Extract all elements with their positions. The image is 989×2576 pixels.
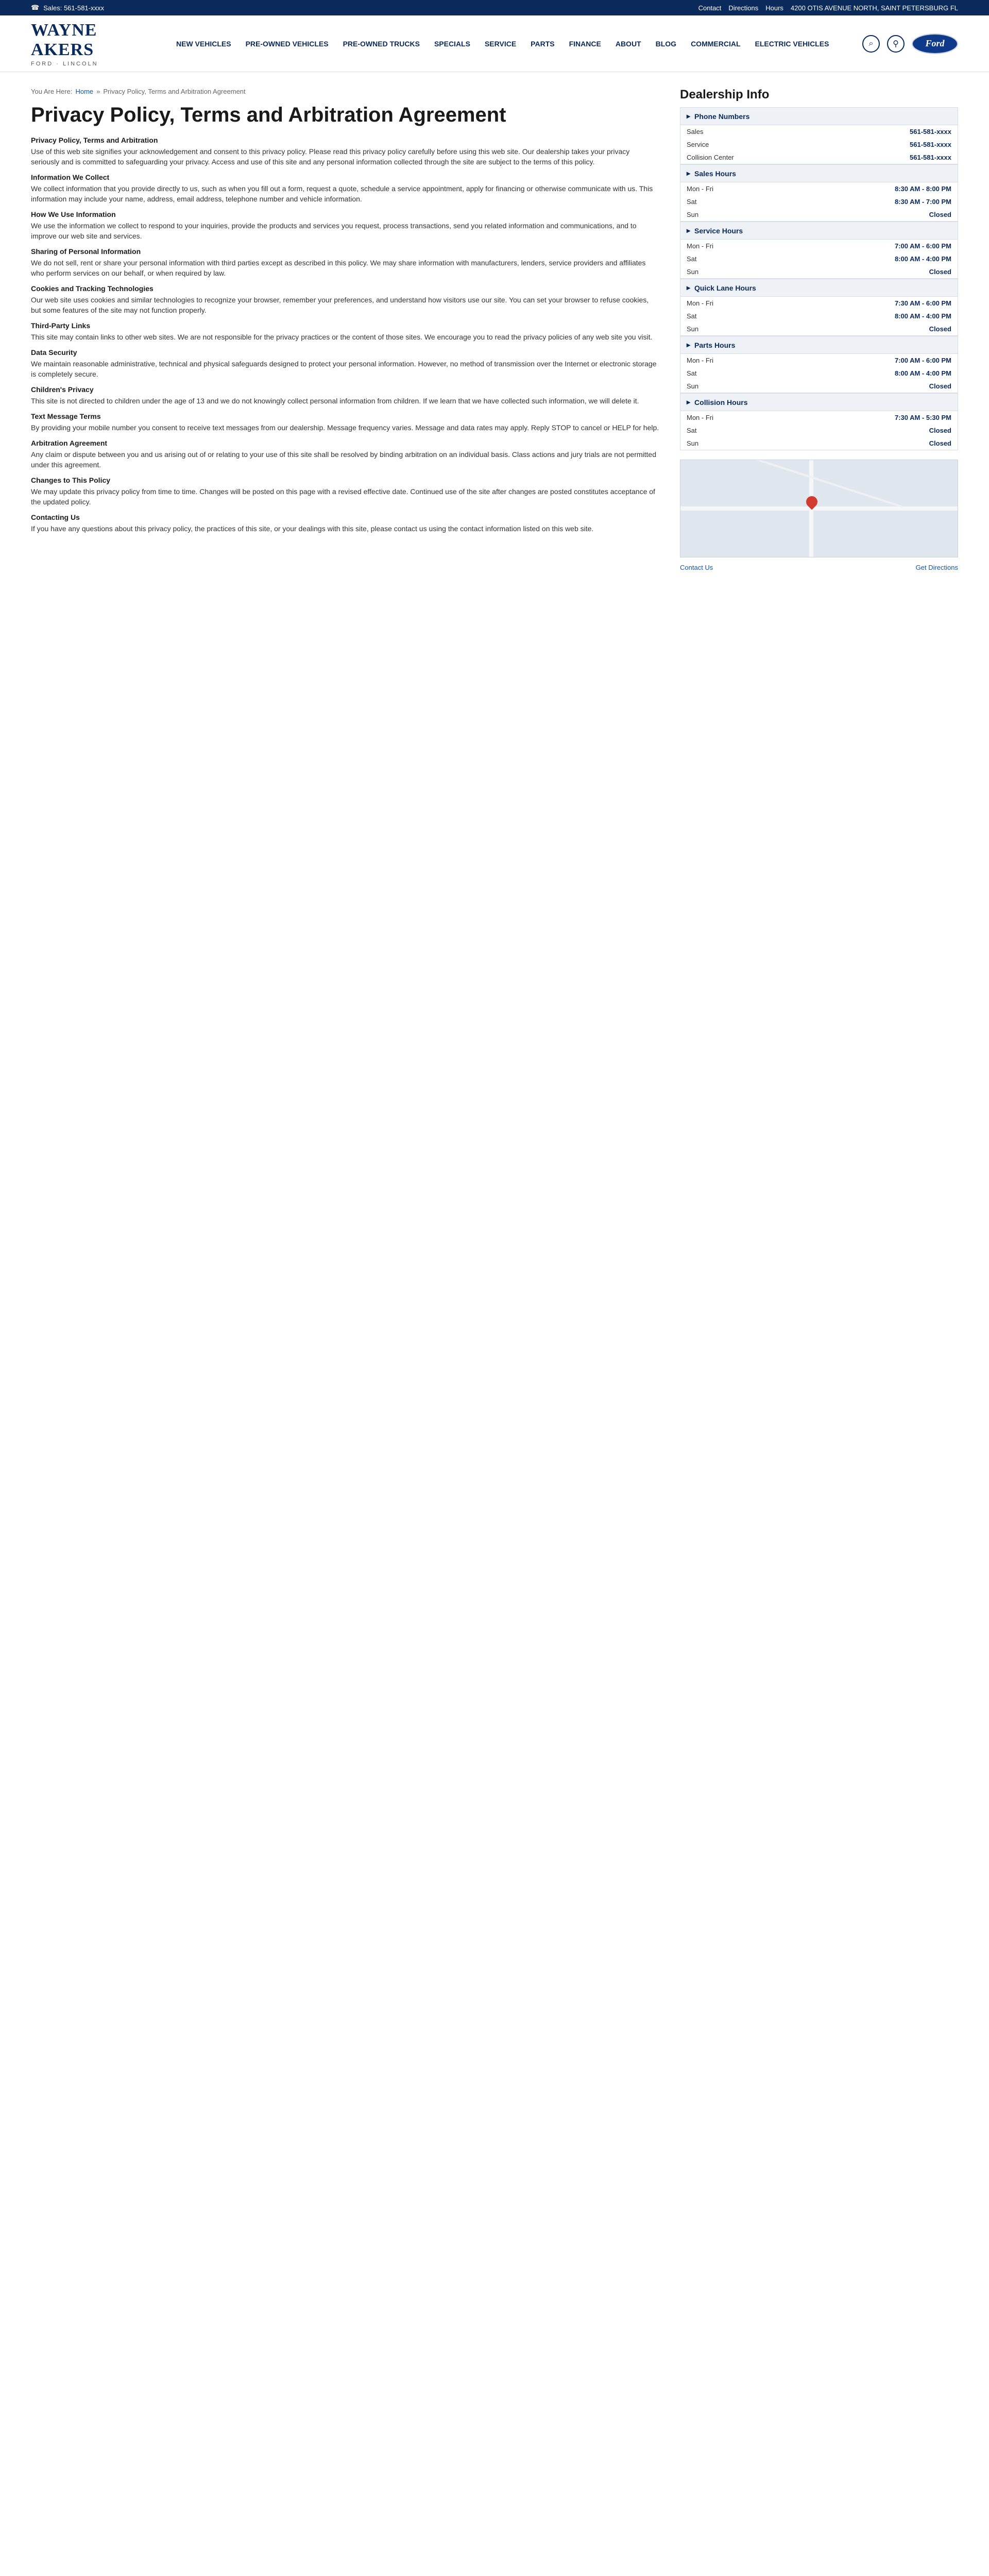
hours-row-label: Sat	[687, 312, 697, 320]
hours-row-label: Sun	[687, 382, 699, 390]
page-title: Privacy Policy, Terms and Arbitration Agreement	[31, 104, 506, 126]
nav-pre-owned-vehicles[interactable]: PRE-OWNED VEHICLES	[245, 39, 329, 48]
hours-row-value: Closed	[929, 439, 951, 447]
nav-about[interactable]: ABOUT	[615, 39, 641, 48]
hours-row-value: 8:00 AM - 4:00 PM	[894, 255, 951, 263]
hours-row-value: 7:00 AM - 6:00 PM	[894, 357, 951, 364]
nav-electric-vehicles[interactable]: ELECTRIC VEHICLES	[755, 39, 829, 48]
chevron-right-icon: ▸	[687, 169, 691, 177]
hours-row	[680, 424, 958, 437]
hours-row	[680, 437, 958, 450]
hours-row	[680, 138, 958, 151]
nav-parts[interactable]: PARTS	[531, 39, 555, 48]
topbar-phone-text: Sales: 561-581-xxxx	[43, 4, 104, 12]
section-heading: How We Use Information	[31, 210, 116, 218]
hours-row-value: 7:30 AM - 5:30 PM	[894, 414, 951, 421]
section-paragraph: We maintain reasonable administrative, technical and physical safeguards designed to protect your personal information. However, no method of transmission over the Internet or electronic storage is completely secure.	[31, 360, 657, 378]
section-heading: Sharing of Personal Information	[31, 247, 141, 256]
hours-row-value[interactable]: 561-581-xxxx	[910, 128, 951, 135]
hours-row-value: 8:00 AM - 4:00 PM	[894, 369, 951, 377]
hours-row-value[interactable]: 561-581-xxxx	[910, 141, 951, 148]
hours-row-label: Mon - Fri	[687, 357, 713, 364]
breadcrumb-separator: »	[96, 88, 100, 95]
breadcrumb	[31, 88, 659, 95]
hours-row	[680, 125, 958, 138]
topbar-phone[interactable]	[31, 4, 104, 12]
section-heading: Arbitration Agreement	[31, 439, 108, 447]
hours-row	[680, 380, 958, 393]
logo-subtitle: FORD · LINCOLN	[31, 60, 98, 67]
hours-row-value: 8:30 AM - 7:00 PM	[894, 198, 951, 206]
hours-row-label: Sun	[687, 439, 699, 447]
hours-block	[680, 393, 958, 450]
hours-block-title: Quick Lane Hours	[694, 283, 756, 292]
hours-row-label: Service	[687, 141, 709, 148]
hours-block-header[interactable]	[680, 108, 958, 125]
section-heading: Privacy Policy, Terms and Arbitration	[31, 136, 158, 144]
hours-block-title: Phone Numbers	[694, 112, 750, 121]
contact-us-link[interactable]: Contact Us	[680, 564, 713, 571]
logo-wordmark: WAYNE AKERS	[31, 20, 97, 59]
hours-block	[680, 336, 958, 393]
nav-blog[interactable]: BLOG	[655, 39, 677, 48]
hours-block-title: Service Hours	[694, 226, 743, 235]
hours-row	[680, 297, 958, 310]
hours-row-label: Sales	[687, 128, 704, 135]
hours-row	[680, 151, 958, 164]
hours-row	[680, 240, 958, 252]
nav-commercial[interactable]: COMMERCIAL	[691, 39, 741, 48]
hours-row	[680, 411, 958, 424]
hours-row-value: Closed	[929, 382, 951, 390]
hours-row-value: 8:30 AM - 8:00 PM	[894, 185, 951, 193]
hours-row-value[interactable]: 561-581-xxxx	[910, 154, 951, 161]
hours-row-label: Sun	[687, 268, 699, 276]
nav-pre-owned-trucks[interactable]: PRE-OWNED TRUCKS	[343, 39, 420, 48]
hours-block-title: Sales Hours	[694, 169, 736, 178]
hours-row	[680, 265, 958, 278]
location-pin-icon[interactable]: ⚲	[887, 35, 905, 53]
hours-row-label: Sun	[687, 325, 699, 333]
hours-row	[680, 182, 958, 195]
dealership-info-sidebar	[680, 88, 958, 571]
section-heading: Information We Collect	[31, 173, 110, 181]
hours-block	[680, 279, 958, 336]
dealer-map[interactable]	[680, 460, 958, 557]
topbar-link-directions[interactable]: Directions	[728, 4, 759, 12]
map-road	[680, 506, 958, 511]
hours-row-label: Mon - Fri	[687, 299, 713, 307]
hours-row-label: Collision Center	[687, 154, 734, 161]
hours-row-value: 7:00 AM - 6:00 PM	[894, 242, 951, 250]
dealer-logo[interactable]	[31, 21, 149, 67]
section-heading: Text Message Terms	[31, 412, 101, 420]
hours-row	[680, 323, 958, 335]
hours-block	[680, 107, 958, 164]
hours-row-value: Closed	[929, 211, 951, 218]
section-paragraph: We may update this privacy policy from time to time. Changes will be posted on this page with a revised effective date. Continued use of the site after changes are posted constitutes acceptance of the updated policy.	[31, 487, 655, 506]
policy-content	[31, 88, 659, 571]
topbar-link-contact[interactable]: Contact	[698, 4, 722, 12]
hours-block-title: Collision Hours	[694, 398, 748, 406]
section-paragraph: This site may contain links to other web sites. We are not responsible for the privacy practices or the content of those sites. We encourage you to read the privacy policies of any web site you visit.	[31, 333, 653, 341]
section-paragraph: Our web site uses cookies and similar technologies to recognize your browser, remember your preferences, and understand how visitors use our site. You can set your browser to refuse cookies, but some features of the site may not function properly.	[31, 296, 649, 314]
section-paragraph: If you have any questions about this privacy policy, the practices of this site, or your dealings with this site, please contact us using the contact information listed on this web site.	[31, 524, 594, 533]
breadcrumb-prefix: You Are Here:	[31, 88, 73, 95]
hours-row	[680, 310, 958, 323]
hours-row	[680, 252, 958, 265]
section-heading: Children's Privacy	[31, 385, 94, 394]
get-directions-link[interactable]: Get Directions	[915, 564, 958, 571]
hours-row-label: Sun	[687, 211, 699, 218]
section-paragraph: We do not sell, rent or share your personal information with third parties except as described in this policy. We may share information with manufacturers, lenders, service providers and affiliates who perform services on our behalf, or when required by law.	[31, 259, 646, 277]
section-paragraph: Use of this web site signifies your acknowledgement and consent to this privacy policy. Please read this privacy policy carefully before using this web site. Our dealership takes your privacy seriously and is committed to safeguarding your privacy. Access and use of this site and any personal information collected through the site are subject to the terms of this policy.	[31, 147, 630, 166]
hours-row	[680, 208, 958, 221]
chevron-right-icon: ▸	[687, 283, 691, 292]
nav-new-vehicles[interactable]: NEW VEHICLES	[176, 39, 231, 48]
hours-block-header[interactable]	[680, 336, 958, 354]
hours-row-label: Mon - Fri	[687, 185, 713, 193]
hours-block-title: Parts Hours	[694, 341, 736, 349]
hours-row-label: Sat	[687, 255, 697, 263]
hours-row	[680, 195, 958, 208]
sidebar-title: Dealership Info	[680, 88, 770, 101]
site-header	[0, 15, 989, 72]
breadcrumb-home-link[interactable]: Home	[75, 88, 94, 95]
nav-specials[interactable]: SPECIALS	[434, 39, 470, 48]
hours-row-label: Sat	[687, 198, 697, 206]
chevron-right-icon: ▸	[687, 112, 691, 120]
section-paragraph: Any claim or dispute between you and us arising out of or relating to your use of this site shall be resolved by binding arbitration on an individual basis. Class actions and jury trials are not permitted under this agreement.	[31, 450, 656, 469]
section-heading: Changes to This Policy	[31, 476, 111, 484]
section-heading: Contacting Us	[31, 513, 80, 521]
hours-row-label: Sat	[687, 427, 697, 434]
nav-service[interactable]: SERVICE	[484, 39, 517, 48]
hours-row	[680, 367, 958, 380]
top-utility-bar	[0, 0, 989, 15]
search-icon[interactable]: ⌕	[862, 35, 880, 53]
ford-logo[interactable]: Ford	[912, 33, 958, 54]
section-paragraph: This site is not directed to children under the age of 13 and we do not knowingly collect personal information from children. If we learn that we have collected such information, we will delete it.	[31, 397, 639, 405]
policy-sections	[31, 136, 659, 534]
hours-block-header[interactable]	[680, 222, 958, 240]
chevron-right-icon: ▸	[687, 398, 691, 406]
section-heading: Cookies and Tracking Technologies	[31, 284, 154, 293]
hours-row	[680, 354, 958, 367]
sidebar-links	[680, 564, 958, 571]
section-heading: Third-Party Links	[31, 321, 91, 330]
breadcrumb-current: Privacy Policy, Terms and Arbitration Agreement	[103, 88, 246, 95]
section-paragraph: By providing your mobile number you consent to receive text messages from our dealership. Message frequency varies. Message and data rates may apply. Reply STOP to cancel or HELP for help.	[31, 423, 659, 432]
section-paragraph: We use the information we collect to respond to your inquiries, provide the products and services you request, process transactions, send you related information and communications, and to improve our web site and services.	[31, 222, 637, 240]
hours-row-value: Closed	[929, 268, 951, 276]
hours-row-label: Mon - Fri	[687, 242, 713, 250]
topbar-address[interactable]: 4200 OTIS AVENUE NORTH, SAINT PETERSBURG FL	[790, 4, 958, 12]
chevron-right-icon: ▸	[687, 226, 691, 234]
hours-list	[680, 107, 958, 450]
chevron-right-icon: ▸	[687, 341, 691, 349]
hours-block-header[interactable]	[680, 279, 958, 297]
hours-row-value: 8:00 AM - 4:00 PM	[894, 312, 951, 320]
hours-row-label: Mon - Fri	[687, 414, 713, 421]
hours-block-header[interactable]	[680, 165, 958, 182]
section-heading: Data Security	[31, 348, 77, 357]
hours-row-label: Sat	[687, 369, 697, 377]
hours-block	[680, 222, 958, 279]
topbar-link-hours[interactable]: Hours	[765, 4, 783, 12]
phone-icon: ☎	[31, 4, 40, 11]
main-area	[0, 72, 989, 571]
nav-finance[interactable]: FINANCE	[569, 39, 601, 48]
hours-row-value: Closed	[929, 427, 951, 434]
hours-row-value: 7:30 AM - 6:00 PM	[894, 299, 951, 307]
hours-block-header[interactable]	[680, 394, 958, 411]
hours-row-value: Closed	[929, 325, 951, 333]
section-paragraph: We collect information that you provide directly to us, such as when you fill out a form, request a quote, schedule a service appointment, apply for financing or otherwise communicate with us. This information may include your name, address, email address, telephone number and vehicle information.	[31, 184, 653, 203]
main-nav	[170, 35, 862, 53]
hours-block	[680, 164, 958, 222]
